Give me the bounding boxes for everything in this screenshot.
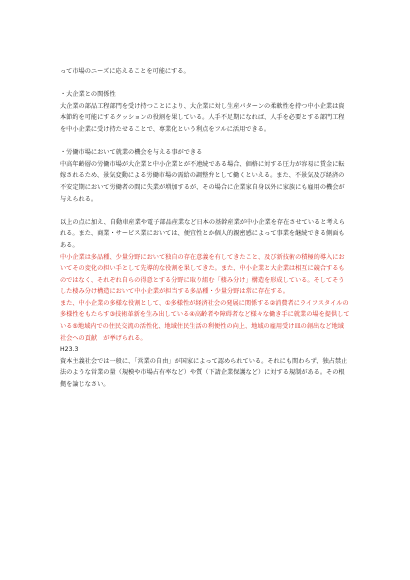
paragraph-summary: 以上の点に加え、自動車産業や電子部品産業など日本の基幹産業が中小企業を存在させていると考えられる。また、商業・サービス業においては、便宜性とか個人的親密感によって事業を継続できる側面もある。 bbox=[60, 218, 345, 249]
spacer bbox=[60, 78, 350, 90]
section-heading-labor-market: ・労働市場において就業の機会を与える事ができる bbox=[60, 149, 203, 157]
document-body bbox=[60, 66, 350, 391]
spacer bbox=[60, 205, 350, 217]
paragraph-roles-highlight: また、中小企業の多様な役割として、①多様性が経済社会の発展に関係する②消費者にライフスタイルの多様性をもたらす③技術革新を生み出している④高齢者や障碍者など様々な働き手に就業の場を提供している⑤地域内での住民交流の活性化、地域住民生活の利便性の向上、地域の雇用受け皿の創出など地域社会への貢献 が挙げられる。 bbox=[60, 299, 350, 342]
continuation-line: って市場のニーズに応えることを可能にする。 bbox=[60, 68, 190, 75]
exam-code: H23.3 bbox=[60, 346, 79, 354]
paragraph-labor-market: 中高年齢層の労働市場が大企業と中小企業とが不連続である場合、価格に対する圧力が容易に賃金に転嫁されるため、景気変動による労働市場の需給の調整弁として働くといえる。また、不景気及び経済の不安定期において労働者の間に失業が増加するが、その場合に企業家自身以外に家族にも雇用の機会が与えられる。 bbox=[60, 160, 345, 203]
spacer bbox=[60, 136, 350, 148]
paragraph-large-enterprise: 大企業の部品工程部門を受け持つことにより、大企業に対し生産パターンの柔軟性を持つ中小企業は資本節約を可能にするクッションの役割を果している。人手不足期になれば、人手を必要とする部門工程を中小企業に受け持たせることで、専業化という利点をフルに活用できる。 bbox=[60, 102, 345, 133]
paragraph-niche-highlight: 中小企業は多品種、少量分野において独自の存在意義を有してきたこと、及び新技術の積極的導入においてその変化の担い手として先導的な役割を果してきた。また、中小企業と大企業は相互に競合するものではなく、それぞれ自らの得意とする分野に取り組む「棲み分け」構造を形成している。そしてそうした棲み分け構造において中小企業が担当する多品種・少量分野は常に存在する。 bbox=[60, 253, 345, 296]
section-heading-large-enterprise: ・大企業との関係性 bbox=[60, 91, 116, 99]
exam-question: 資本主義社会では一般に、「営業の自由」が国家によって認められている。それにも関わらず、独占禁止法のような営業の量（規模や市場占有率など）や質（下請企業保護など）に対する規制がある。その根拠を論じなさい。 bbox=[60, 357, 348, 389]
